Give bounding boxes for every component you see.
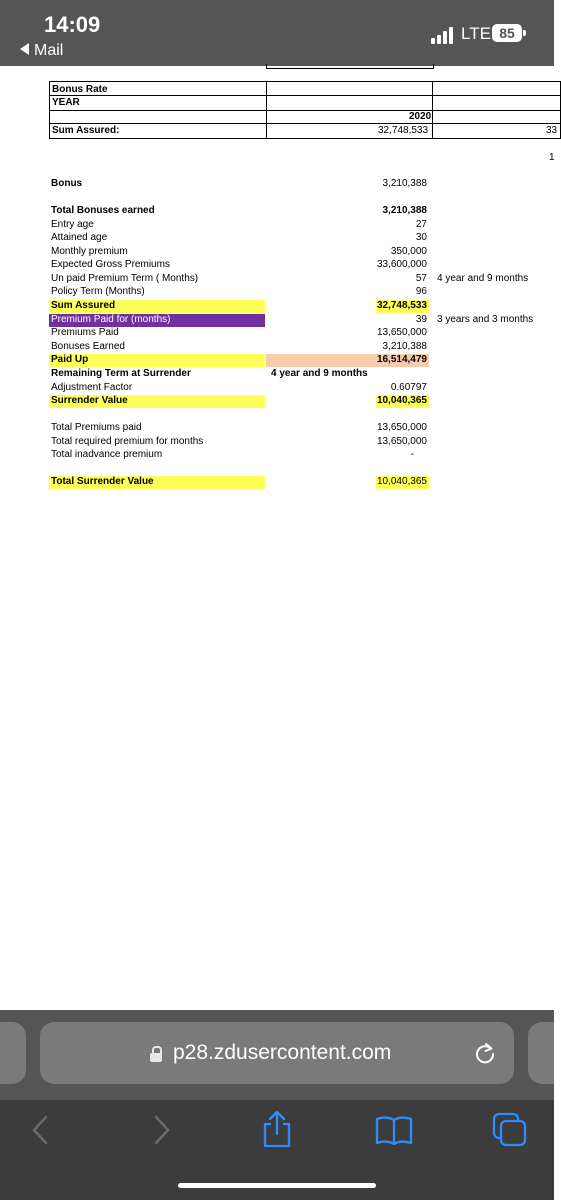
table-row: Bonuses Earned 3,210,388	[51, 341, 427, 352]
table-top-frame	[266, 64, 434, 69]
clock: 14:09	[44, 12, 101, 37]
table-row: Bonus 3,210,388	[51, 178, 427, 189]
table-row: Un paid Premium Term ( Months) 57 4 year and 9 months	[51, 273, 529, 284]
sum-assured-header-value: 32,748,533	[378, 125, 429, 136]
table-row: Surrender Value 10,040,365	[51, 395, 427, 406]
table-row: Sum Assured 32,748,533	[51, 300, 427, 311]
highlight-cell	[266, 354, 376, 367]
book-icon[interactable]	[372, 1108, 416, 1152]
document-view[interactable]	[0, 66, 558, 1010]
year-value: 2020	[409, 111, 432, 122]
network-type: LTE	[461, 24, 491, 43]
table-row: Premiums Paid 13,650,000	[51, 327, 427, 338]
previous-tab-peek[interactable]	[0, 1022, 26, 1084]
table-row: Policy Term (Months) 96	[51, 286, 427, 297]
next-year-sum-assured-partial: 33	[546, 125, 558, 136]
table-row: Entry age 27	[51, 219, 427, 230]
chevron-right-icon[interactable]	[140, 1108, 184, 1152]
back-label: Mail	[34, 42, 64, 59]
table-row: Paid Up 16,514,479	[51, 354, 427, 365]
year-label: YEAR	[52, 97, 80, 108]
table-row: Adjustment Factor 0.60797	[51, 382, 427, 393]
sum-assured-header-label: Sum Assured:	[52, 125, 120, 136]
url-text: p28.zdusercontent.com	[173, 1041, 392, 1064]
table-row: Total required premium for months 13,650,000	[51, 436, 427, 447]
navigation-bar	[0, 1100, 554, 1170]
battery-icon: 85	[492, 24, 522, 42]
chevron-left-icon[interactable]	[20, 1108, 64, 1152]
home-indicator[interactable]	[178, 1183, 376, 1188]
header-table	[49, 81, 561, 139]
next-tab-peek[interactable]	[528, 1022, 554, 1084]
back-to-mail-button[interactable]	[20, 42, 63, 60]
share-icon[interactable]	[255, 1108, 299, 1152]
table-row: Attained age 30	[51, 232, 427, 243]
reload-icon[interactable]	[472, 1040, 498, 1066]
bonus-rate-label: Bonus Rate	[52, 84, 108, 95]
table-row: Remaining Term at Surrender 4 year and 9 months	[51, 368, 368, 379]
table-row: Monthly premium 350,000	[51, 246, 427, 257]
table-row: Total Surrender Value 10,040,365	[51, 476, 427, 487]
tabs-icon[interactable]	[488, 1108, 532, 1152]
browser-toolbar	[0, 1010, 554, 1200]
back-triangle-icon	[20, 43, 29, 55]
table-row: Premium Paid for (months) 39 3 years and 3 months	[51, 314, 534, 325]
battery-tip	[523, 30, 526, 36]
table-row: Total Premiums paid 13,650,000	[51, 422, 427, 433]
table-row: Total inadvance premium -	[51, 449, 414, 460]
right-edge-partial-value: 1	[549, 152, 555, 163]
table-row: Total Bonuses earned 3,210,388	[51, 205, 427, 216]
signal-bars-icon	[431, 24, 457, 44]
status-bar	[0, 0, 554, 66]
address-bar[interactable]	[40, 1022, 514, 1084]
table-row: Expected Gross Premiums 33,600,000	[51, 259, 427, 270]
lock-icon	[150, 1046, 162, 1060]
